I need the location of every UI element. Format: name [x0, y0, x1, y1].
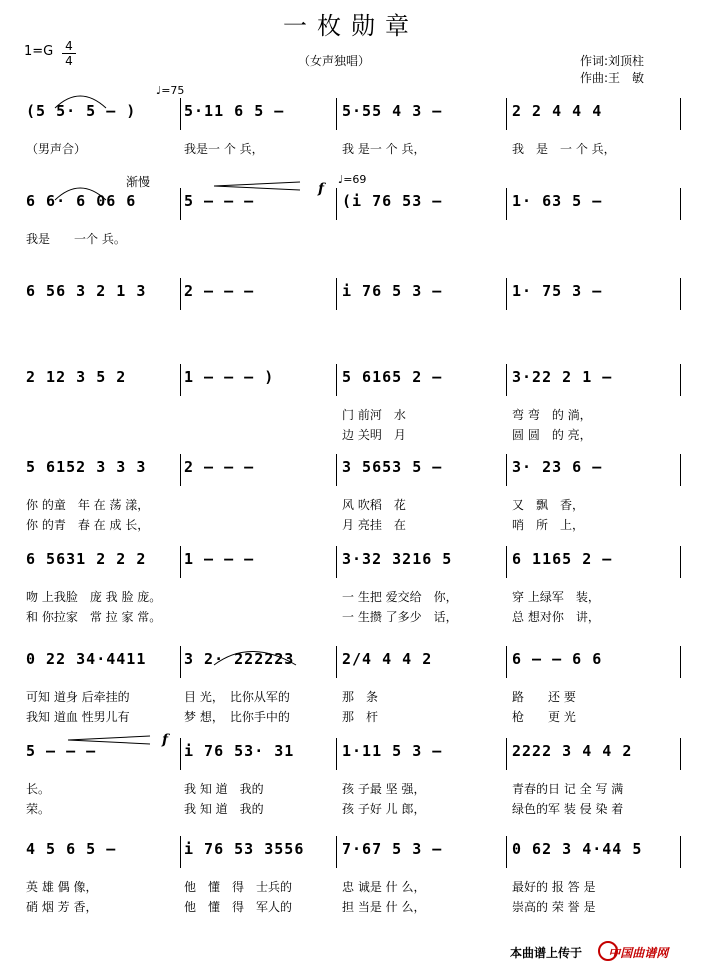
lyric-line: 边 关明 月	[342, 428, 406, 442]
lyric-line: 他 懂 得 士兵的	[184, 880, 293, 894]
forte-mark-2: f	[162, 732, 169, 748]
lyric-line: 月 亮挂 在	[342, 518, 406, 532]
measure-notes: (5 5· 5 – )	[26, 102, 137, 120]
lyric-line: 我 知 道 我的	[184, 802, 264, 816]
barline	[506, 454, 507, 486]
lyric-line: 路 还 要	[512, 690, 576, 704]
lyric-line: 我 是 一 个 兵，	[512, 142, 616, 156]
measure-notes: 7·67 5 3 –	[342, 840, 443, 858]
measure-notes: 3 5653 5 –	[342, 458, 443, 476]
measure-notes: 5·55 4 3 –	[342, 102, 443, 120]
measure-notes: 1 – – –	[184, 550, 255, 568]
lyric-line: 最好的 报 答 是	[512, 880, 596, 894]
barline	[680, 98, 681, 130]
measure-notes: 5 – – –	[184, 192, 255, 210]
measure-notes: 5 – – –	[26, 742, 97, 760]
forte-mark: f	[318, 181, 325, 197]
lyric-line: 又 飘 香，	[512, 498, 585, 512]
barline	[506, 188, 507, 220]
lyric-line: 青春的日 记 全 写 满	[512, 782, 624, 796]
barline	[336, 738, 337, 770]
measure-notes: 3· 23 6 –	[512, 458, 603, 476]
barline	[336, 646, 337, 678]
tempo-mark-75: ♩=75	[156, 84, 185, 97]
barline	[506, 646, 507, 678]
lyric-line: 总 想对你 讲，	[512, 610, 600, 624]
measure-notes: i 76 53· 31	[184, 742, 295, 760]
page-title: 一枚勋章	[283, 12, 419, 40]
site-logo-icon	[598, 941, 618, 961]
lyric-line: 那 条	[342, 690, 379, 704]
barline	[680, 188, 681, 220]
lyric-line: 崇高的 荣 誉 是	[512, 900, 596, 914]
lyric-line: 你 的童 年 在 荡 漾，	[26, 498, 150, 512]
barline	[336, 98, 337, 130]
measure-notes: 2 2 4 4 4	[512, 102, 603, 120]
lyric-line: 可知 道身 后牵挂的	[26, 690, 130, 704]
measure-notes: 5 6165 2 –	[342, 368, 443, 386]
barline	[680, 364, 681, 396]
barline	[680, 454, 681, 486]
lyric-line: 你 的青 春 在 成 长，	[26, 518, 150, 532]
barline	[680, 738, 681, 770]
measure-notes: 3 2· 222223	[184, 650, 295, 668]
subtitle: （女声独唱）	[298, 54, 371, 68]
measure-notes: 6 – – 6 6	[512, 650, 603, 668]
measure-notes: 5 6152 3 3 3	[26, 458, 147, 476]
barline	[680, 646, 681, 678]
lyricist-credit: 作词:刘顶柱	[580, 54, 645, 68]
tempo-mark-69: ♩=69	[338, 173, 367, 186]
site-logo: 中国曲谱网	[608, 946, 669, 960]
lyric-line: 我 知 道 我的	[184, 782, 264, 796]
measure-notes: 2222 3 4 4 2	[512, 742, 633, 760]
barline	[336, 364, 337, 396]
lyric-line: 担 当是 什 么，	[342, 900, 426, 914]
barline	[680, 278, 681, 310]
lyric-line: 吻 上我脸 庞 我 脸 庞。	[26, 590, 162, 604]
meter-top: 4	[65, 39, 73, 53]
measure-notes: 1· 63 5 –	[512, 192, 603, 210]
ritardando-mark: 渐慢	[126, 175, 151, 189]
lyric-line: 弯 弯 的 淌，	[512, 408, 592, 422]
measure-notes: 6 1165 2 –	[512, 550, 613, 568]
lyric-line: 门 前河 水	[342, 408, 406, 422]
footer-text: 本曲谱上传于	[510, 946, 583, 960]
barline	[180, 364, 181, 396]
footer-upload-note	[510, 944, 668, 961]
barline	[180, 546, 181, 578]
lyric-line: 圆 圆 的 亮，	[512, 428, 592, 442]
lyric-line: 我是 一个 兵。	[26, 232, 126, 246]
barline	[180, 278, 181, 310]
barline	[680, 546, 681, 578]
measure-notes: 2 – – –	[184, 282, 255, 300]
barline	[680, 836, 681, 868]
barline	[336, 836, 337, 868]
barline	[336, 546, 337, 578]
barline	[336, 454, 337, 486]
lyric-line: 和 你拉家 常 拉 家 常。	[26, 610, 162, 624]
measure-notes: 5·11 6 5 –	[184, 102, 285, 120]
lyric-line: 枪 更 光	[512, 710, 576, 724]
measure-notes: 1·11 5 3 –	[342, 742, 443, 760]
barline	[336, 278, 337, 310]
decrescendo-line	[214, 182, 300, 186]
lyric-line: 孩 子最 坚 强，	[342, 782, 426, 796]
barline	[506, 98, 507, 130]
lyric-line: 穿 上绿军 装，	[512, 590, 600, 604]
key-signature: 1=G	[24, 44, 54, 59]
lyric-line: 那 杆	[342, 710, 379, 724]
measure-notes: 0 62 3 4·44 5	[512, 840, 643, 858]
measure-notes: 3·22 2 1 –	[512, 368, 613, 386]
lyric-line: 他 懂 得 军人的	[184, 900, 293, 914]
lyric-line: 绿色的军 装 侵 染 着	[512, 802, 624, 816]
lyric-line: 长。	[26, 782, 51, 796]
meter-bottom: 4	[65, 54, 73, 68]
lyric-line: 硝 烟 芳 香，	[26, 900, 98, 914]
barline	[180, 646, 181, 678]
lyric-line: 我 是一 个 兵，	[342, 142, 426, 156]
barline	[180, 836, 181, 868]
measure-notes: 1 – – – )	[184, 368, 275, 386]
barline	[180, 188, 181, 220]
composer-credit: 作曲:王 敏	[580, 71, 645, 85]
barline	[180, 454, 181, 486]
lyric-line: 英 雄 偶 像，	[26, 880, 98, 894]
decrescendo-line	[214, 186, 300, 190]
lyric-line: 一 生攒 了多少 话，	[342, 610, 458, 624]
lyric-line: 哨 所 上，	[512, 518, 585, 532]
lyric-line: 目 光， 比你从军的	[184, 690, 290, 704]
measure-notes: 1· 75 3 –	[512, 282, 603, 300]
lyric-line: 一 生把 爱交给 你，	[342, 590, 458, 604]
measure-notes: 2 – – –	[184, 458, 255, 476]
lyric-line: 忠 诚是 什 么，	[342, 880, 426, 894]
decrescendo-line	[68, 736, 150, 740]
measure-notes: (i 76 53 –	[342, 192, 443, 210]
measure-notes: 3·32 3216 5	[342, 550, 453, 568]
barline	[506, 364, 507, 396]
lyric-line: 我是一 个 兵，	[184, 142, 264, 156]
lyric-line: 梦 想， 比你手中的	[184, 710, 290, 724]
lyric-line: 孩 子好 儿 郎，	[342, 802, 426, 816]
barline	[336, 188, 337, 220]
measure-notes: 4 5 6 5 –	[26, 840, 117, 858]
lyric-line: （男声合）	[26, 142, 87, 156]
lyric-line: 风 吹稻 花	[342, 498, 406, 512]
measure-notes: i 76 5 3 –	[342, 282, 443, 300]
measure-notes: 6 5631 2 2 2	[26, 550, 147, 568]
barline	[180, 738, 181, 770]
measure-notes: 6 6· 6 06 6	[26, 192, 137, 210]
barline	[180, 98, 181, 130]
barline	[506, 546, 507, 578]
measure-notes: 6 56 3 2 1 3	[26, 282, 147, 300]
barline	[506, 836, 507, 868]
measure-notes: 2 12 3 5 2	[26, 368, 127, 386]
barline	[506, 278, 507, 310]
barline	[506, 738, 507, 770]
measure-notes: i 76 53 3556	[184, 840, 305, 858]
lyric-line: 荣。	[26, 802, 51, 816]
lyric-line: 我知 道血 性男儿有	[26, 710, 130, 724]
measure-notes: 2/4 4 4 2	[342, 650, 433, 668]
measure-notes: 0 22 34·4411	[26, 650, 147, 668]
